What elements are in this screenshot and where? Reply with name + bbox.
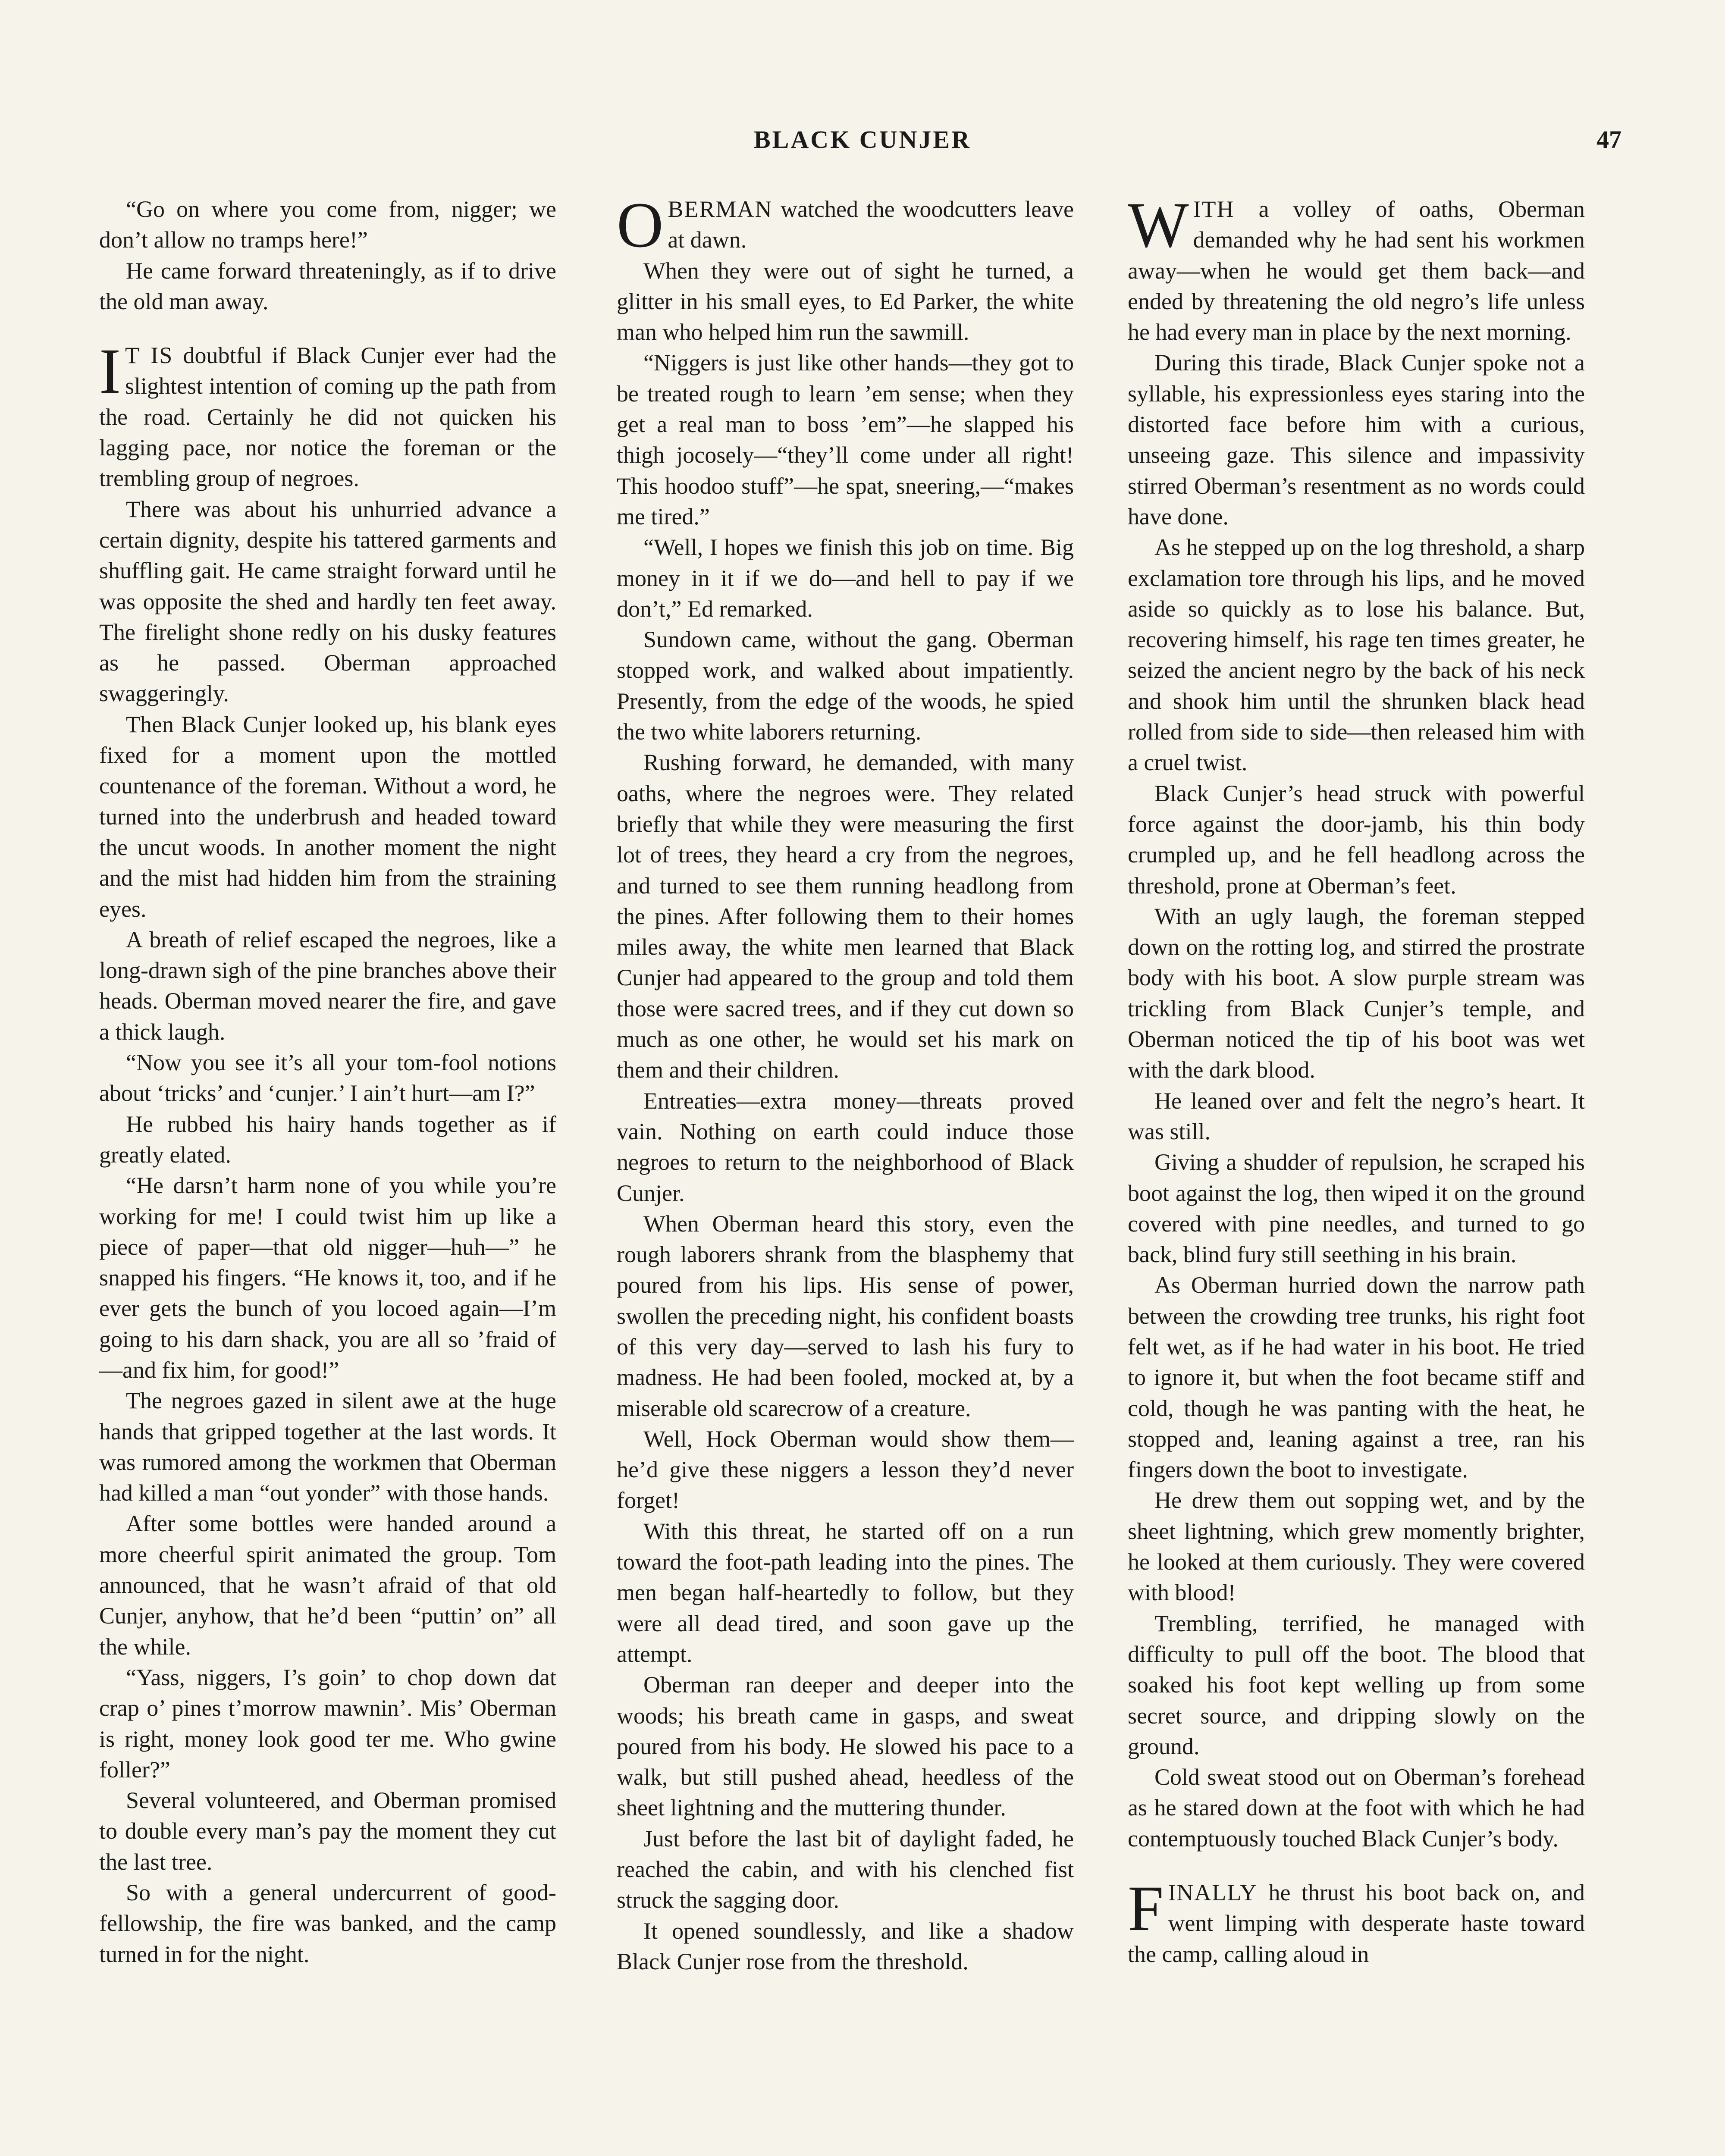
paragraph: Sundown came, without the gang. Oberman stopped work, and walked about impatiently. Presently, from the edge of the woods, he spied the two white laborers returning.	[617, 627, 1074, 745]
paragraph: A breath of relief escaped the negroes, like a long-drawn sigh of the pine branches above their heads. Oberman moved nearer the fire, and gave a thick laugh.	[99, 926, 556, 1045]
section-opening-paragraph	[1128, 194, 1585, 348]
paragraph-text: doubtful if Black Cunjer ever had the slightest intention of coming up the path from the road. Certainly he did not quicken his lagging pace, nor notice the foreman or the trembling group of negroes.	[99, 342, 556, 492]
paragraph: Entreaties—extra money—threats proved vain. Nothing on earth could induce those negroes to return to the neighborhood of Black Cunjer.	[617, 1087, 1074, 1206]
paragraph: There was about his unhurried advance a certain dignity, despite his tattered garments and shuffling gait. He came straight forward until he was opposite the shed and hardly ten feet away. The firelight shone redly on his dusky features as he passed. Oberman approached swaggeringly.	[99, 496, 556, 707]
drop-cap: O	[617, 194, 664, 261]
text-column-1	[99, 194, 556, 2156]
paragraph: Black Cunjer’s head struck with powerful force against the door-jamb, his thin body crumpled up, and he fell headlong across the threshold, prone at Oberman’s feet.	[1128, 780, 1585, 899]
paragraph: “Now you see it’s all your tom-fool notions about ‘tricks’ and ‘cunjer.’ I ain’t hurt—am I?”	[99, 1050, 556, 1106]
paragraph: Just before the last bit of daylight faded, he reached the cabin, and with his clenched fist struck the sagging door.	[617, 1825, 1074, 1913]
paragraph: Several volunteered, and Oberman promised to double every man’s pay the moment they cut the last tree.	[99, 1787, 556, 1875]
lead-in-caps: T IS	[125, 342, 173, 369]
paragraph: As he stepped up on the log threshold, a sharp exclamation tore through his lips, and he moved aside so quickly as to lose his balance. But, recovering himself, his rage ten times greater, he seized the ancient negro by the back of his neck and shook him until the shrunken black head rolled from side to side—then released him with a cruel twist.	[1128, 534, 1585, 776]
text-column-3	[1128, 194, 1585, 2156]
section-opening-paragraph	[617, 194, 1074, 261]
paragraph: During this tirade, Black Cunjer spoke not a syllable, his expressionless eyes staring into the distorted face before him with a curious, unseeing gaze. This silence and impassivity stirred Oberman’s resentment as no words could have done.	[1128, 350, 1585, 530]
paragraph: The negroes gazed in silent awe at the huge hands that gripped together at the last words. It was rumored among the workmen that Oberman had killed a man “out yonder” with those hands.	[99, 1388, 556, 1506]
running-head	[0, 125, 1725, 164]
paragraph: Rushing forward, he demanded, with many oaths, where the negroes were. They related briefly that while they were measuring the first lot of trees, they heard a cry from the negroes, and turned to see them running headlong from the pines. After following them to their homes miles away, the white men learned that Black Cunjer had appeared to the group and told them those were sacred trees, and if they cut down so much as one other, he would set his mark on them and their children.	[617, 749, 1074, 1083]
paragraph: He leaned over and felt the negro’s heart. It was still.	[1128, 1087, 1585, 1144]
paragraph: Oberman ran deeper and deeper into the woods; his breath came in gasps, and sweat poured from his body. He slowed his pace to a walk, but still pushed ahead, heedless of the sheet lightning and the muttering thunder.	[617, 1672, 1074, 1821]
lead-in-caps: ITH	[1193, 196, 1235, 222]
section-opening-paragraph	[99, 335, 556, 494]
paragraph: “Well, I hopes we finish this job on time. Big money in it if we do—and hell to pay if we don’t,” Ed remarked.	[617, 534, 1074, 622]
paragraph: He rubbed his hairy hands together as if greatly elated.	[99, 1111, 556, 1168]
paragraph: As Oberman hurried down the narrow path between the crowding tree trunks, his right foot felt wet, as if he had water in his boot. He tried to ignore it, but when the foot became stiff and cold, though he was panting with the heat, he stopped and, leaning against a tree, ran his fingers down the boot to investigate.	[1128, 1272, 1585, 1483]
paragraph: Giving a shudder of repulsion, he scraped his boot against the log, then wiped it on the ground covered with pine needles, and turned to go back, blind fury still seething in his brain.	[1128, 1149, 1585, 1268]
paragraph: When they were out of sight he turned, a glitter in his small eyes, to Ed Parker, the white man who helped him run the sawmill.	[617, 257, 1074, 345]
paragraph-text: watched the woodcutters leave at dawn.	[668, 196, 1074, 253]
paragraph: He drew them out sopping wet, and by the sheet lightning, which grew momently brighter, he looked at them curiously. They were covered with blood!	[1128, 1487, 1585, 1606]
paragraph: It opened soundlessly, and like a shadow Black Cunjer rose from the threshold.	[617, 1918, 1074, 1974]
paragraph: “Yass, niggers, I’s goin’ to chop down dat crap o’ pines t’morrow mawnin’. Mis’ Oberman is right, money look good ter me. Who gwine foller?”	[99, 1664, 556, 1783]
lead-in-caps: BERMAN	[668, 196, 773, 222]
paragraph-text: he thrust his boot back on, and went limping with desperate haste toward the camp, calling aloud in	[1128, 1880, 1585, 1967]
drop-cap: I	[99, 335, 121, 407]
paragraph: When Oberman heard this story, even the rough laborers shrank from the blasphemy that poured from his lips. His sense of power, swollen the preceding night, his confident boasts of this very day—served to lash his fury to madness. He had been fooled, mocked at, by a miserable old scarecrow of a creature.	[617, 1210, 1074, 1421]
paragraph: “Niggers is just like other hands—they got to be treated rough to learn ’em sense; when they get a real man to boss ’em”—he slapped his thigh jocosely—“they’ll come under all right! This hoodoo stuff”—he spat, sneering,—“makes me tired.”	[617, 350, 1074, 530]
running-title: BLACK CUNJER	[754, 125, 971, 154]
page-number: 47	[1596, 125, 1622, 154]
paragraph: After some bottles were handed around a more cheerful spirit animated the group. Tom announced, that he wasn’t afraid of that old Cunjer, anyhow, that he’d been “puttin’ on” all the while.	[99, 1510, 556, 1660]
paragraph: Then Black Cunjer looked up, his blank eyes fixed for a moment upon the mottled countenance of the foreman. Without a word, he turned into the underbrush and headed toward the uncut woods. In another moment the night and the mist had hidden him from the straining eyes.	[99, 711, 556, 922]
paragraph: With an ugly laugh, the foreman stepped down on the rotting log, and stirred the prostrate body with his boot. A slow purple stream was trickling from Black Cunjer’s temple, and Oberman noticed the tip of his boot was wet with the dark blood.	[1128, 903, 1585, 1083]
drop-cap: W	[1128, 194, 1189, 261]
paragraph: “Go on where you come from, nigger; we don’t allow no tramps here!”	[99, 196, 556, 253]
paragraph: With this threat, he started off on a run toward the foot-path leading into the pines. The men began half-heartedly to follow, but they were all dead tired, and soon gave up the attempt.	[617, 1518, 1074, 1667]
paragraph: Well, Hock Oberman would show them—he’d give these niggers a lesson they’d never forget!	[617, 1426, 1074, 1514]
drop-cap: F	[1128, 1873, 1164, 1945]
paragraph: “He darsn’t harm none of you while you’re working for me! I could twist him up like a piece of paper—that old nigger—huh—” he snapped his fingers. “He knows it, too, and if he ever gets the bunch of you locoed again—I’m going to his darn shack, you are all so ’fraid of—and fix him, for good!”	[99, 1172, 556, 1383]
lead-in-caps: INALLY	[1168, 1880, 1258, 1906]
paragraph: So with a general undercurrent of good-fellowship, the fire was banked, and the camp turned in for the night.	[99, 1880, 556, 1967]
paragraph-text: a volley of oaths, Oberman demanded why he had sent his workmen away—when he would get them back—and ended by threatening the old negro’s life unless he had every man in place by the next morning.	[1128, 196, 1585, 345]
paragraph: He came forward threateningly, as if to drive the old man away.	[99, 257, 556, 314]
section-opening-paragraph	[1128, 1873, 1585, 1970]
paragraph: Trembling, terrified, he managed with difficulty to pull off the boot. The blood that soaked his foot kept welling up from some secret source, and dripping slowly on the ground.	[1128, 1610, 1585, 1759]
paragraph: Cold sweat stood out on Oberman’s forehead as he stared down at the foot with which he had contemptuously touched Black Cunjer’s body.	[1128, 1764, 1585, 1852]
text-column-2	[617, 194, 1074, 2156]
